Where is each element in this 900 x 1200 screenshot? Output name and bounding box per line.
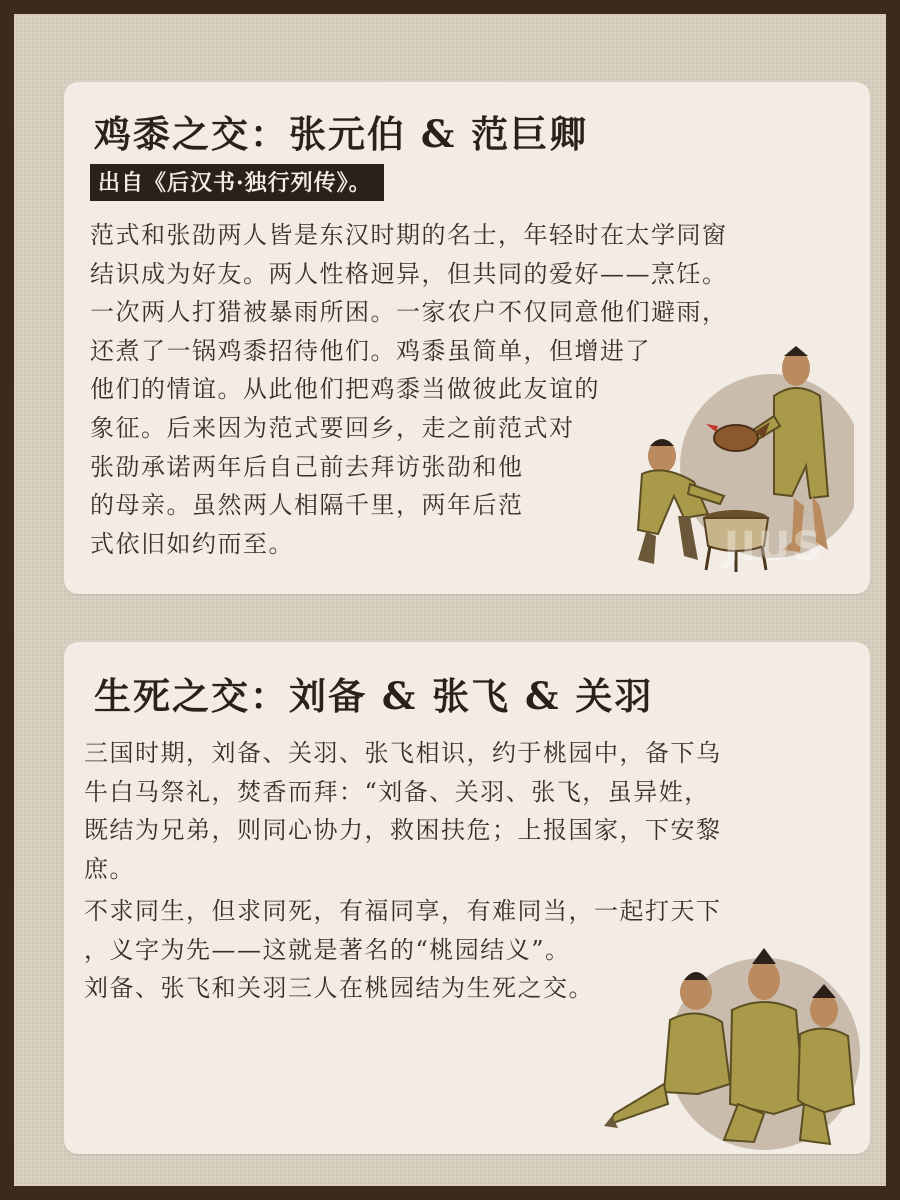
body-line: 结识成为好友。两人性格迥异，但共同的爱好——烹饪。 — [90, 259, 728, 288]
body-line: 张劭承诺两年后自己前去拜访张劭和他 — [90, 452, 524, 481]
body-line: 不求同生，但求同死，有福同享，有难同当，一起打天下 — [84, 897, 722, 925]
body-line: 庶。 — [84, 854, 135, 883]
body-line: 他们的情谊。从此他们把鸡黍当做彼此友谊的 — [90, 375, 600, 404]
source-label: 出自《后汉书·独行列传》。 — [90, 164, 384, 201]
section-title: 鸡黍之交：张元伯 & 范巨卿 — [94, 112, 589, 156]
body-line: ，义字为先——这就是著名的“桃园结义”。 — [84, 935, 571, 964]
watermark-logo: JIUS — [724, 524, 824, 570]
three-seated-figures-illustration — [604, 944, 874, 1154]
body-line: 既结为兄弟，则同心协力，救困扶危；上报国家，下安黎 — [84, 816, 722, 844]
body-line: 范式和张劭两人皆是东汉时期的名士，年轻时在太学同窗 — [90, 221, 728, 249]
body-line: 一次两人打猎被暴雨所困。一家农户不仅同意他们避雨， — [90, 298, 728, 327]
section-title: 生死之交：刘备 & 张飞 & 关羽 — [94, 674, 654, 718]
body-line: 象征。后来因为范式要回乡，走之前范式对 — [90, 413, 575, 442]
section-card-taoyuan — [64, 642, 870, 1154]
body-line: 的母亲。虽然两人相隔千里，两年后范 — [90, 491, 524, 520]
body-line: 还煮了一锅鸡黍招待他们。鸡黍虽简单，但增进了 — [90, 336, 651, 365]
body-line: 牛白马祭礼，焚香而拜：“刘备、关羽、张飞，虽异姓， — [84, 777, 710, 806]
body-line: 三国时期，刘备、关羽、张飞相识，约于桃园中，备下乌 — [84, 739, 722, 767]
body-line: 式依旧如约而至。 — [90, 529, 294, 558]
section-card-jishu — [64, 82, 870, 594]
body-line: 刘备、张飞和关羽三人在桃园结为生死之交。 — [84, 974, 594, 1002]
